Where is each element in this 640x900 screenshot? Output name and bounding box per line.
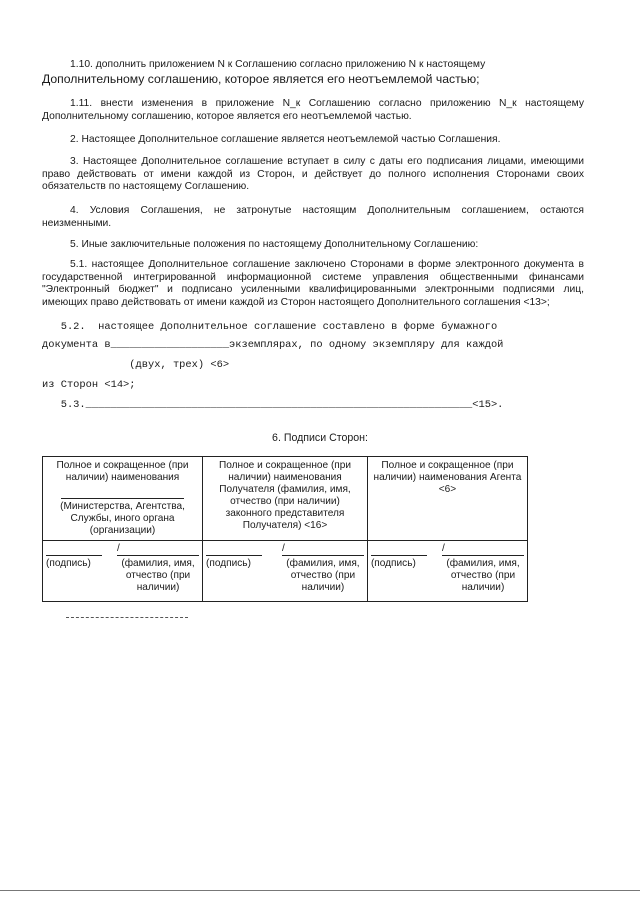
party-recipient-header: Полное и сокращенное (при наличии) наименования Получателя (фамилия, имя, отчество (при наличии) законного представителя Получателя) <16> bbox=[203, 457, 368, 541]
signatures-heading: 6. Подписи Сторон: bbox=[272, 432, 368, 444]
recipient-name-label: (фамилия, имя, отчество (при наличии) bbox=[286, 558, 360, 593]
paragraph-5-3: 5.3.______________________________________________________________<15>. bbox=[42, 399, 504, 411]
paragraph-3: 3. Настоящее Дополнительное соглашение вступает в силу с даты его подписания лицами, имеющими право действовать от имени каждой из Сторон, и действует до полного исполнения Сторонами своих обязательств по настоящему Соглашению. bbox=[42, 156, 584, 192]
paragraph-2: 2. Настоящее Дополнительное соглашение является неотъемлемой частью Соглашения. bbox=[70, 134, 501, 145]
agent-signature-label: (подпись) bbox=[370, 558, 416, 569]
paragraph-5-2-line-2: документа в___________________экземплярах, по одному экземпляру для каждой bbox=[42, 339, 504, 351]
paragraph-5-2-caption: (двух, трех) <6> bbox=[42, 359, 230, 371]
party-ministry-header bbox=[43, 457, 203, 541]
recipient-slash: / bbox=[281, 543, 285, 554]
agent-signature-line bbox=[371, 545, 427, 556]
paragraph-1-11: 1.11. внести изменения в приложение N_к Соглашению согласно приложению N_к настоящему Дополнительному соглашению, которое является его неотъемлемой частью. bbox=[42, 98, 584, 122]
signatures-table bbox=[42, 456, 528, 602]
paragraph-5: 5. Иные заключительные положения по настоящему Дополнительному Соглашению: bbox=[70, 239, 479, 250]
paragraph-1-10 bbox=[42, 58, 584, 86]
signatures-header-row bbox=[43, 457, 528, 541]
ministry-signature-line bbox=[46, 545, 102, 556]
paragraph-1-10-line-2: Дополнительному соглашению, которое является его неотъемлемой частью; bbox=[42, 72, 480, 86]
ministry-slash: / bbox=[117, 543, 120, 554]
paragraph-5-2-line-3: из Сторон <14>; bbox=[42, 379, 136, 391]
recipient-signature-cell bbox=[203, 541, 368, 602]
party-ministry-name-line bbox=[61, 488, 184, 499]
paragraph-5-2-line-1: 5.2. настоящее Дополнительное соглашение составлено в форме бумажного bbox=[42, 321, 498, 333]
party-agent-header: Полное и сокращенное (при наличии) наименования Агента <6> bbox=[367, 457, 527, 541]
footnote-separator bbox=[66, 617, 188, 618]
party-ministry-name-caption: Полное и сокращенное (при наличии) наименования bbox=[56, 460, 189, 483]
party-ministry-type-caption: (Министерства, Агентства, Службы, иного органа (организации) bbox=[60, 501, 185, 536]
agent-signature-cell bbox=[367, 541, 527, 602]
ministry-signature-label: (подпись) bbox=[46, 558, 91, 569]
agent-name-label: (фамилия, имя, отчество (при наличии) bbox=[446, 558, 520, 593]
ministry-signature-cell bbox=[43, 541, 203, 602]
recipient-name-line bbox=[282, 545, 364, 556]
recipient-signature-line bbox=[206, 545, 262, 556]
agent-slash: / bbox=[442, 543, 445, 554]
paragraph-1-10-line-1: 1.10. дополнить приложением N к Соглашению согласно приложению N к настоящему bbox=[70, 59, 486, 70]
agent-name-line bbox=[442, 545, 524, 556]
paragraph-5-1: 5.1. настоящее Дополнительное соглашение заключено Сторонами в форме электронного документа в государственной интегрированной информационной системе управления общественными финансами "Электронный бюджет" и подписано усиленными квалифицированными электронными подписями лиц, имеющих право действовать от имени каждой из Сторон настоящего Дополнительного соглашения <13>; bbox=[42, 259, 584, 308]
signatures-sign-row bbox=[43, 541, 528, 602]
paragraph-4: 4. Условия Соглашения, не затронутые настоящим Дополнительным соглашением, остаются неизменными. bbox=[42, 205, 584, 229]
page-bottom-border bbox=[0, 890, 640, 891]
ministry-name-label: (фамилия, имя, отчество (при наличии) bbox=[121, 558, 195, 593]
ministry-name-line bbox=[117, 545, 199, 556]
recipient-signature-label: (подпись) bbox=[206, 558, 251, 569]
